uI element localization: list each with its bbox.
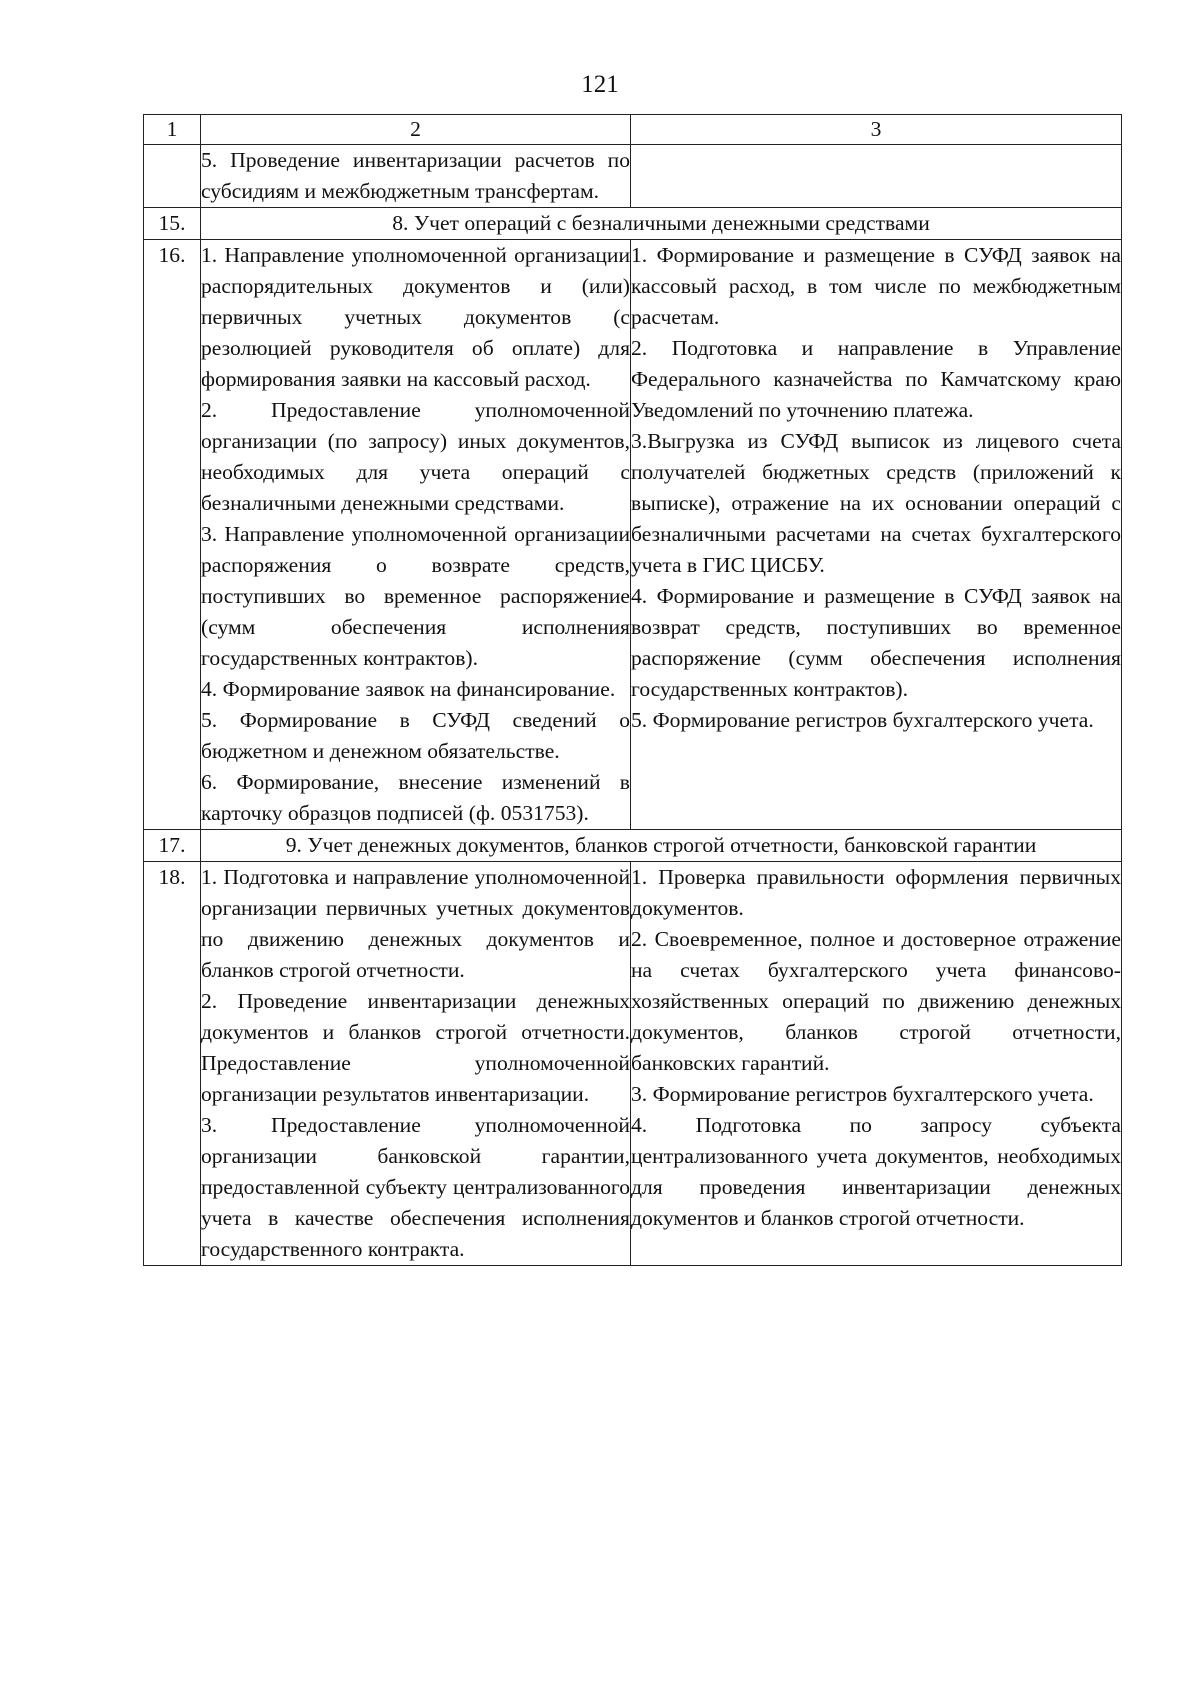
- organization-duties-cell: [631, 862, 1122, 1266]
- row-number: 18.: [144, 862, 201, 1266]
- responsibilities-table: [143, 114, 1122, 1266]
- subject-duties-cell: [201, 240, 631, 830]
- list-item: 1. Подготовка и направление уполномоченной организации первичных учетных документов по движению денежных документов и бланков строгой отчетности.: [201, 865, 630, 982]
- list-item: 4. Подготовка по запросу субъекта централизованного учета документов, необходимых для проведения инвентаризации денежных документов и бланков строгой отчетности.: [631, 1113, 1121, 1230]
- list-item: 1. Проверка правильности оформления первичных документов.: [631, 865, 1121, 920]
- list-item: 2. Проведение инвентаризации денежных документов и бланков строгой отчетности. Предоставление уполномоченной организации результатов инвентаризации.: [201, 989, 630, 1106]
- subject-duties-cell: [201, 145, 631, 208]
- subject-duties-cell: [201, 862, 631, 1266]
- list-item: 2. Подготовка и направление в Управление Федерального казначейства по Камчатскому краю Уведомлений по уточнению платежа.: [631, 336, 1121, 422]
- list-item: 3. Формирование регистров бухгалтерского учета.: [631, 1082, 1094, 1106]
- row-number: 17.: [144, 830, 201, 862]
- list-item: 4. Формирование и размещение в СУФД заявок на возврат средств, поступивших во временное распоряжение (сумм обеспечения исполнения государственных контрактов).: [631, 584, 1121, 701]
- column-header-2: 2: [201, 115, 631, 145]
- list-item: 3. Предоставление уполномоченной организации банковской гарантии, предоставленной субъекту централизованного учета в качестве обеспечения исполнения государственного контракта.: [201, 1113, 630, 1261]
- list-item: 6. Формирование, внесение изменений в карточку образцов подписей (ф. 0531753).: [201, 770, 630, 825]
- row-number: 16.: [144, 240, 201, 830]
- row-number: 15.: [144, 208, 201, 240]
- table-row-continuation: [144, 145, 1122, 208]
- section-title: 8. Учет операций с безналичными денежными средствами: [201, 208, 1122, 240]
- section-title: 9. Учет денежных документов, бланков строгой отчетности, банковской гарантии: [201, 830, 1122, 862]
- row-number-cell: [144, 145, 201, 208]
- organization-duties-cell: [631, 240, 1122, 830]
- list-item: 4. Формирование заявок на финансирование.: [201, 677, 616, 701]
- list-item: 1. Направление уполномоченной организации распорядительных документов и (или) первичных учетных документов (с резолюцией руководителя об оплате) для формирования заявки на кассовый расход.: [201, 243, 630, 391]
- list-item: 3. Направление уполномоченной организации распоряжения о возврате средств, поступивших во временное распоряжение (сумм обеспечения исполнения государственных контрактов).: [201, 522, 630, 670]
- column-header-3: 3: [631, 115, 1122, 145]
- page-number: 121: [581, 71, 619, 98]
- list-item: 1. Формирование и размещение в СУФД заявок на кассовый расход, в том числе по межбюджетным расчетам.: [631, 243, 1121, 329]
- list-item: 2. Предоставление уполномоченной организации (по запросу) иных документов, необходимых для учета операций с безналичными денежными средствами.: [201, 398, 630, 515]
- table-row-16: [144, 240, 1122, 830]
- section-row-8: [144, 208, 1122, 240]
- list-item: 2. Своевременное, полное и достоверное отражение на счетах бухгалтерского учета финансово-хозяйственных операций по движению денежных документов, бланков строгой отчетности, банковских гарантий.: [631, 927, 1121, 1075]
- column-header-1: 1: [144, 115, 201, 145]
- list-item: 5. Проведение инвентаризации расчетов по субсидиям и межбюджетным трансфертам.: [201, 148, 630, 203]
- list-item: 5. Формирование в СУФД сведений о бюджетном и денежном обязательстве.: [201, 708, 630, 763]
- section-row-9: [144, 830, 1122, 862]
- list-item: 5. Формирование регистров бухгалтерского учета.: [631, 708, 1094, 732]
- list-item: 3.Выгрузка из СУФД выписок из лицевого счета получателей бюджетных средств (приложений к выписке), отражение на их основании операций с безналичными расчетами на счетах бухгалтерского учета в ГИС ЦИСБУ.: [631, 429, 1121, 577]
- table-row-18: [144, 862, 1122, 1266]
- organization-duties-cell: [631, 145, 1122, 208]
- table-header-row: [144, 115, 1122, 145]
